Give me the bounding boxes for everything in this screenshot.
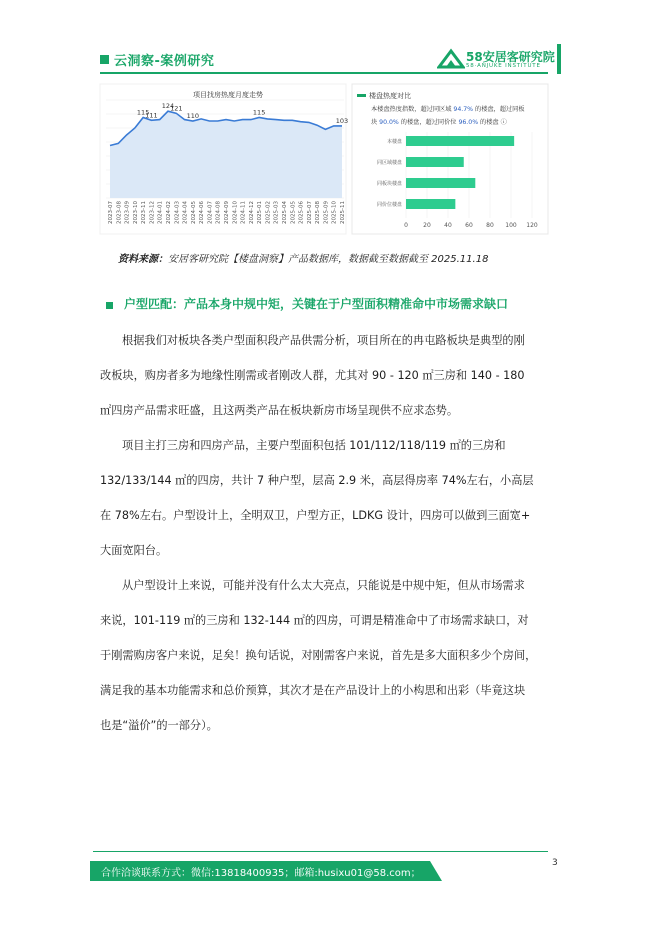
paragraph-line: 改板块，购房者多为地缘性刚需或者刚改人群，尤其对 90 - 120 ㎡三房和 140 - 180 — [100, 369, 525, 382]
trend-data-label: 115 — [252, 108, 266, 117]
trend-x-tick: 2025-02 — [265, 201, 272, 224]
paragraph-line: 大面宽阳台。 — [100, 544, 168, 557]
trend-x-tick: 2025-03 — [273, 201, 280, 224]
trend-x-tick: 2024-03 — [174, 201, 181, 224]
compare-chart-desc-line1: 本楼盘热度指数，超过同区域 94.7% 的楼盘，超过同板 — [371, 106, 525, 113]
trend-x-tick: 2024-12 — [248, 201, 255, 224]
paragraph-1 — [100, 323, 570, 428]
compare-x-tick: 0 — [404, 222, 408, 229]
compare-category-label: 同区域楼盘 — [376, 160, 402, 166]
trend-x-ticks — [108, 201, 346, 224]
compare-chart-title-marker — [357, 94, 366, 97]
trend-data-label: 103 — [335, 116, 349, 125]
logo-subtext: 58·ANJUKE INSTITUTE — [466, 63, 541, 69]
trend-x-tick: 2024-06 — [199, 201, 206, 224]
compare-chart-desc-line2: 块 90.0% 的楼盘，超过同价位 96.0% 的楼盘 ⓘ — [371, 119, 507, 126]
trend-chart-title: 项目找房热度月度走势 — [193, 91, 263, 99]
trend-x-tick: 2023-07 — [108, 201, 114, 224]
paragraph-line: 从户型设计上来说，可能并没有什么太大亮点，只能说是中规中矩，但从市场需求 — [122, 579, 525, 592]
trend-data-label: 121 — [170, 104, 183, 113]
trend-x-tick: 2024-01 — [157, 201, 164, 224]
trend-x-tick: 2025-06 — [298, 201, 305, 224]
trend-x-tick: 2025-05 — [290, 201, 297, 224]
paragraph-line: 满足我的基本功能需求和总价预算，其次才是在产品设计上的小构思和出彩（毕竟这块 — [100, 684, 526, 697]
trend-x-tick: 2025-11 — [340, 201, 346, 224]
section-title: 户型匹配：产品本身中规中矩，关键在于户型面积精准命中市场需求缺口 — [124, 297, 509, 311]
section-bullet-icon — [106, 302, 113, 309]
footer-divider — [93, 851, 548, 852]
compare-bar — [406, 178, 475, 188]
paragraph-line: 在 78%左右。户型设计上，全明双卫，户型方正，LDKG 设计，四房可以做到三面宽+ — [100, 509, 531, 522]
trend-data-label: 111 — [145, 111, 158, 120]
compare-bar — [406, 136, 514, 146]
trend-x-tick: 2023-12 — [149, 201, 156, 224]
compare-bar — [406, 199, 455, 209]
trend-x-tick: 2023-08 — [116, 201, 123, 224]
compare-x-tick: 100 — [505, 222, 517, 229]
trend-data-label: 115 — [136, 108, 150, 117]
trend-x-tick: 2025-08 — [315, 201, 322, 224]
paragraph-line: 根据我们对板块各类户型面积段产品供需分析，项目所在的冉屯路板块是典型的刚 — [122, 334, 525, 347]
trend-x-tick: 2024-02 — [166, 201, 172, 224]
trend-x-tick: 2024-10 — [232, 200, 239, 224]
paragraph-line: 于刚需购房客户来说，足矣！换句话说，对刚需客户来说，首先是多大面积多少个房间， — [100, 649, 537, 662]
trend-x-tick: 2025-01 — [257, 201, 264, 224]
paragraph-2 — [100, 428, 570, 568]
source-label: 资料来源： — [118, 254, 168, 265]
compare-x-tick: 80 — [486, 222, 494, 229]
page-number: 3 — [552, 858, 558, 868]
paragraph-line: 也是“溢价”的一部分）。 — [100, 719, 218, 732]
header-title: 云洞察-案例研究 — [114, 54, 215, 69]
compare-x-tick: 20 — [423, 222, 431, 229]
compare-x-tick: 60 — [465, 222, 473, 229]
compare-category-label: 本楼盘 — [386, 139, 402, 145]
trend-x-tick: 2024-04 — [182, 201, 189, 224]
source-text: 安居客研究院【楼盘洞察】产品数据库，数据截至数据截至 2025.11.18 — [168, 254, 489, 265]
trend-x-tick: 2023-10 — [132, 201, 139, 224]
trend-data-label: 124 — [161, 102, 175, 111]
compare-bar — [406, 157, 464, 167]
compare-chart-title: 楼盘热度对比 — [369, 92, 411, 100]
trend-x-tick: 2024-08 — [215, 201, 222, 224]
footer-contact: 合作洽谈联系方式：微信:13818400935；邮箱:husixu01@58.com； — [101, 868, 421, 879]
paragraph-line: 132/133/144 ㎡的四房，共计 7 种户型，层高 2.9 米，高层得房率 74%左右，小高层 — [100, 474, 534, 487]
trend-x-tick: 2025-04 — [282, 201, 288, 224]
compare-x-tick: 120 — [526, 222, 538, 229]
compare-category-label: 同板块楼盘 — [376, 181, 402, 187]
charts-canvas — [0, 0, 662, 250]
trend-x-tick: 2025-10 — [331, 201, 338, 224]
trend-x-tick: 2024-11 — [240, 200, 247, 224]
logo-text: 58安居客研究院 — [466, 50, 555, 64]
trend-data-label: 110 — [186, 112, 200, 120]
trend-x-tick: 2025-09 — [323, 201, 330, 224]
paragraph-3 — [100, 568, 570, 743]
source-note — [118, 250, 488, 265]
trend-x-tick: 2024-09 — [224, 201, 230, 224]
paragraph-line: 来说，101-119 ㎡的三房和 132-144 ㎡的四房，可谓是精准命中了市场需求缺口，对 — [100, 614, 529, 627]
trend-x-tick: 2024-05 — [190, 201, 197, 224]
trend-x-tick: 2023-11 — [141, 201, 148, 224]
paragraph-line: ㎡四房产品需求旺盛，且这两类产品在板块新房市场呈现供不应求态势。 — [100, 404, 459, 417]
trend-x-tick: 2025-07 — [306, 201, 313, 224]
compare-category-label: 同价位楼盘 — [376, 202, 402, 208]
paragraph-line: 项目主打三房和四房产品，主要户型面积包括 101/112/118/119 ㎡的三房和 — [122, 439, 506, 452]
compare-x-tick: 40 — [444, 222, 452, 229]
trend-x-tick: 2024-07 — [207, 201, 214, 224]
trend-x-tick: 2023-09 — [124, 201, 131, 224]
